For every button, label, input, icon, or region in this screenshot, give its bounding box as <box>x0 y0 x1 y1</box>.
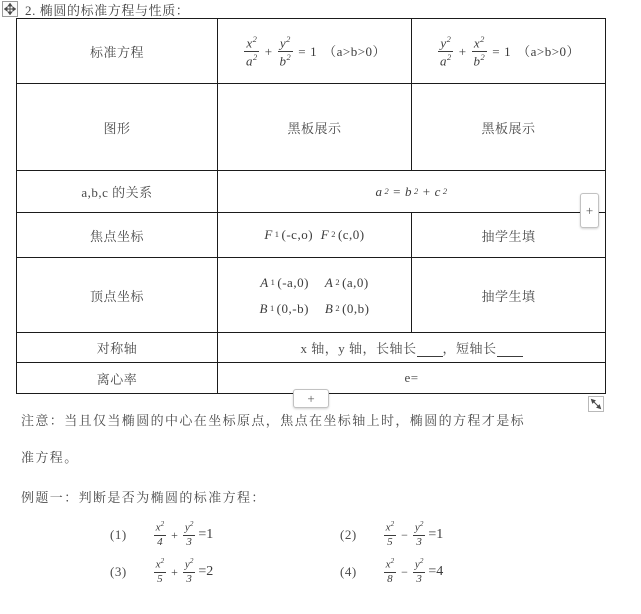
problem-4-num1: x <box>385 558 391 571</box>
cell-foci-horizontal[interactable] <box>218 213 412 258</box>
problem-row-1 <box>0 521 641 551</box>
focus1-subscript: 1 <box>274 229 280 240</box>
focus2-symbol: F <box>320 227 330 242</box>
problem-2-rhs: =1 <box>428 526 444 542</box>
focus2-subscript: 2 <box>331 229 336 240</box>
problem-2-den1: 5 <box>387 536 393 549</box>
cell-symmetry-axis[interactable] <box>218 333 606 363</box>
cell-eccentricity[interactable]: e= <box>218 363 606 394</box>
vertexB2-coord: (0,b) <box>342 300 370 316</box>
resize-diagonal-icon <box>590 398 602 410</box>
cell-vertices-vertical[interactable]: 抽学生填 <box>412 258 606 333</box>
symmetry-axis-middle: ，短轴长 <box>442 341 497 356</box>
symmetry-axis-before: x 轴，y 轴，长轴长 <box>300 341 417 356</box>
problem-1-index: (1) <box>110 526 127 542</box>
problem-3-den2: 3 <box>186 573 192 586</box>
eq2-condition: （a>b>0） <box>517 43 581 59</box>
example-title: 例题一：判断是否为椭圆的标准方程： <box>21 490 266 505</box>
problem-4-num2: y <box>414 558 420 571</box>
minor-axis-blank[interactable] <box>497 344 523 357</box>
vertexA2-subscript: 2 <box>335 276 341 287</box>
problem-4-index: (4) <box>340 563 357 579</box>
cell-figure-horizontal[interactable]: 黑板展示 <box>218 84 412 171</box>
eq2-numer2: x <box>473 34 481 50</box>
note-line-2: 准方程。 <box>21 450 79 465</box>
cell-abc-relation[interactable]: a 2 = b 2 + c 2 <box>218 171 606 213</box>
row-label-foci: 焦点坐标 <box>17 213 218 258</box>
heading-row <box>0 0 641 18</box>
problem-3-num2: y <box>184 558 190 571</box>
row-label-figure: 图形 <box>17 84 218 171</box>
problem-3-num1: x <box>155 558 161 571</box>
note-line-1: 注意：当且仅当椭圆的中心在坐标原点，焦点在坐标轴上时，椭圆的方程才是标 <box>21 413 526 428</box>
problem-4-operator: − <box>401 564 408 579</box>
focus2-coord: (c,0) <box>337 227 365 242</box>
eq2-rhs: 1 <box>504 43 512 59</box>
problem-2-num2: y <box>414 521 420 534</box>
problem-2-index: (2) <box>340 526 357 542</box>
table-resize-handle[interactable] <box>588 396 604 412</box>
cell-foci-vertical[interactable]: 抽学生填 <box>412 213 606 258</box>
vertexA1-subscript: 1 <box>270 276 276 287</box>
problem-4: (4) $\frac{x^2}{8}$ − $\frac{y^2}{3}$ =4 <box>340 557 444 586</box>
vertexA2-coord: (a,0) <box>342 274 369 290</box>
page-title: 2. 椭圆的标准方程与性质： <box>25 2 190 18</box>
problem-4-rhs: =4 <box>428 563 444 579</box>
problem-1-num1: x <box>155 521 161 534</box>
problem-4-den1: 8 <box>387 573 393 586</box>
vertexA1-symbol: A <box>260 274 269 290</box>
problem-3-operator: + <box>171 564 178 579</box>
insert-column-button[interactable]: + <box>580 193 599 228</box>
eq1-numer1: x <box>246 34 253 50</box>
vertexB2-symbol: B <box>324 300 334 316</box>
focus1-coord: (-c,o) <box>281 227 314 242</box>
cell-standard-equation-horizontal[interactable]: $\frac{x^2}{a^2}$ + $\frac{y^2}{b^2}$ = 1 （a>b>0） <box>218 19 412 84</box>
vertexB1-subscript: 1 <box>269 302 275 313</box>
row-label-vertices: 顶点坐标 <box>17 258 218 333</box>
table-row <box>17 333 606 363</box>
row-label-abc-relation: a,b,c 的关系 <box>17 171 218 213</box>
eq1-numer2: y <box>279 34 287 50</box>
cell-vertices-horizontal[interactable] <box>218 258 412 333</box>
problem-3: (3) $\frac{x^2}{5}$ + $\frac{y^2}{3}$ =2 <box>110 557 214 586</box>
problem-2-operator: − <box>401 527 408 542</box>
major-axis-blank[interactable] <box>417 344 443 357</box>
problem-1: (1) $\frac{x^2}{4}$ + $\frac{y^2}{3}$ =1 <box>110 520 214 549</box>
problem-3-index: (3) <box>110 563 127 579</box>
problem-1-den2: 3 <box>186 536 192 549</box>
problem-1-den1: 4 <box>157 536 163 549</box>
problem-4-den2: 3 <box>416 573 422 586</box>
eq2-numer1: y <box>440 34 447 50</box>
problem-3-rhs: =2 <box>198 563 214 579</box>
vertexA2-symbol: A <box>324 274 334 290</box>
table-row <box>17 19 606 84</box>
table-row <box>17 171 606 213</box>
eq1-denom1: a <box>245 52 253 68</box>
problem-2-num1: x <box>385 521 391 534</box>
eq2-denom1: a <box>439 52 447 68</box>
eq2-denom2: b <box>473 52 481 68</box>
move-arrows-icon <box>4 3 16 15</box>
problem-2: (2) $\frac{x^2}{5}$ − $\frac{y^2}{3}$ =1 <box>340 520 444 549</box>
table-row <box>17 258 606 333</box>
problem-1-operator: + <box>171 527 178 542</box>
problem-1-num2: y <box>184 521 190 534</box>
table-row <box>17 84 606 171</box>
vertexB2-subscript: 2 <box>335 302 341 313</box>
row-label-symmetry-axis: 对称轴 <box>17 333 218 363</box>
focus1-symbol: F <box>264 227 273 242</box>
vertexA1-coord: (-a,0) <box>277 274 309 290</box>
eq1-condition: （a>b>0） <box>323 43 387 59</box>
cell-standard-equation-vertical[interactable]: $\frac{y^2}{a^2}$ + $\frac{x^2}{b^2}$ = 1 （a>b>0） <box>412 19 606 84</box>
problem-3-den1: 5 <box>157 573 163 586</box>
insert-row-button[interactable]: + <box>293 389 329 408</box>
vertexB1-coord: (0,-b) <box>276 300 309 316</box>
row-label-standard-equation: 标准方程 <box>17 19 218 84</box>
table-move-handle[interactable] <box>2 1 18 17</box>
row-label-eccentricity: 离心率 <box>17 363 218 394</box>
cell-figure-vertical[interactable]: 黑板展示 <box>412 84 606 171</box>
problem-2-den2: 3 <box>416 536 422 549</box>
table-row <box>17 213 606 258</box>
vertexB1-symbol: B <box>259 300 268 316</box>
problem-row-2 <box>0 558 641 588</box>
eq1-denom2: b <box>279 52 287 68</box>
eq1-rhs: 1 <box>310 43 318 59</box>
problem-1-rhs: =1 <box>198 526 214 542</box>
ellipse-properties-table <box>16 18 606 394</box>
